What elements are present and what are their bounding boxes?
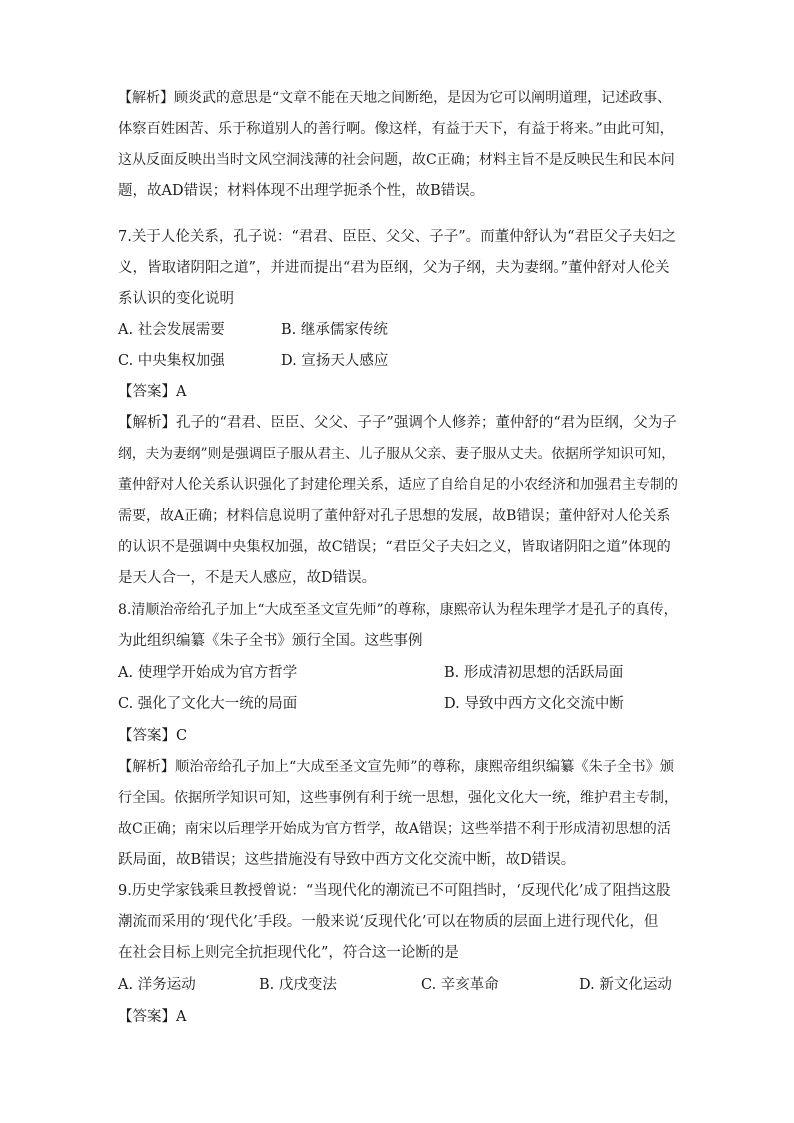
option-c: C. 强化了文化大一统的局面 bbox=[118, 696, 298, 712]
text-line: 行全国。依据所学知识可知，这些事例有利于统一思想，强化文化大一统，维护君主专制， bbox=[118, 790, 678, 806]
question-7-stem bbox=[118, 222, 678, 315]
text-line: 在社会目标上则完全抗拒现代化”，符合这一论断的是 bbox=[118, 945, 459, 961]
text-line: 体察百姓困苦、乐于称道别人的善行啊。像这样，有益于天下，有益于将来。”由此可知， bbox=[118, 121, 674, 137]
text-line: 纲，夫为妻纲”则是强调臣子服从君主、儿子服从父亲、妻子服从丈夫。依据所学知识可知， bbox=[118, 446, 676, 462]
text-line: 【解析】孔子的“君君、臣臣、父父、子子”强调个人修养；董仲舒的“君为臣纲，父为子 bbox=[118, 415, 677, 431]
text-line: 故C正确；南宋以后理学开始成为官方哲学，故A错误；这些举措不利于形成清初思想的活 bbox=[118, 821, 671, 837]
question-7-options-row-2 bbox=[118, 346, 678, 377]
text-line: 董仲舒对人伦关系认识强化了封建伦理关系，适应了自给自足的小农经济和加强君主专制的 bbox=[118, 477, 678, 493]
question-8-options-row-1 bbox=[118, 658, 678, 689]
option-d: D. 宣扬天人感应 bbox=[281, 353, 389, 369]
text-line: 9.历史学家钱乘旦教授曾说：“当现代化的潮流已不可阻挡时，‘反现代化’成了阻挡这股 bbox=[118, 883, 671, 899]
option-c: C. 辛亥革命 bbox=[421, 977, 499, 993]
option-d: D. 导致中西方文化交流中断 bbox=[444, 696, 624, 712]
option-b: B. 戊戌变法 bbox=[259, 977, 337, 993]
text-line: 跃局面，故B错误；这些措施没有导致中西方文化交流中断，故D错误。 bbox=[118, 852, 576, 868]
question-9-options-row bbox=[118, 970, 678, 1001]
answer-line: 【答案】C bbox=[118, 728, 188, 744]
question-9-stem bbox=[118, 876, 678, 969]
text-line: 7.关于人伦关系，孔子说：“君君、臣臣、父父、子子”。而董仲舒认为“君臣父子夫妇之 bbox=[118, 229, 677, 245]
text-line: 需要，故A正确；材料信息说明了董仲舒对孔子思想的发展，故B错误；董仲舒对人伦关系 bbox=[118, 508, 671, 524]
text-line: 这从反面反映出当时文风空洞浅薄的社会问题，故C正确；材料主旨不是反映民生和民本问 bbox=[118, 152, 675, 168]
question-9-answer bbox=[118, 1002, 678, 1033]
text-line: 的认识不是强调中央集权加强，故C错误；“君臣父子夫妇之义，皆取诸阴阳之道”体现的 bbox=[118, 539, 671, 555]
question-7-answer bbox=[118, 377, 678, 408]
question-8-answer bbox=[118, 721, 678, 752]
text-line: 是天人合一，不是天人感应，故D错误。 bbox=[118, 570, 377, 586]
text-line: 题，故AD错误；材料体现不出理学扼杀个性，故B错误。 bbox=[118, 183, 485, 199]
answer-line: 【答案】A bbox=[118, 384, 187, 400]
question-7-options-row-1 bbox=[118, 315, 678, 346]
question-7-explanation bbox=[118, 408, 678, 594]
option-d: D. 新文化运动 bbox=[579, 977, 672, 993]
question-8-options-row-2 bbox=[118, 689, 678, 720]
question-8-stem bbox=[118, 595, 678, 657]
option-b: B. 形成清初思想的活跃局面 bbox=[444, 665, 624, 681]
option-b: B. 继承儒家传统 bbox=[281, 322, 388, 338]
answer-line: 【答案】A bbox=[118, 1009, 187, 1025]
explanation-q6 bbox=[118, 83, 678, 207]
option-c: C. 中央集权加强 bbox=[118, 353, 225, 369]
text-line: 潮流而采用的‘现代化’手段。一般来说‘反现代化’可以在物质的层面上进行现代化，但 bbox=[118, 914, 659, 930]
text-line: 【解析】顺治帝给孔子加上“大成至圣文宣先师”的尊称，康熙帝组织编纂《朱子全书》颁 bbox=[118, 759, 675, 775]
text-line: 系认识的变化说明 bbox=[118, 291, 234, 307]
question-8-explanation bbox=[118, 752, 678, 876]
text-line: 8.清顺治帝给孔子加上“大成至圣文宣先师”的尊称，康熙帝认为程朱理学才是孔子的真传， bbox=[118, 602, 678, 618]
option-a: A. 社会发展需要 bbox=[118, 322, 225, 338]
option-a: A. 洋务运动 bbox=[118, 977, 196, 993]
text-line: 【解析】顾炎武的意思是“文章不能在天地之间断绝，是因为它可以阐明道理，记述政事、 bbox=[118, 90, 672, 106]
option-a: A. 使理学开始成为官方哲学 bbox=[118, 665, 298, 681]
text-line: 义，皆取诸阴阳之道”，并进而提出“君为臣纲，父为子纲，夫为妻纲。”董仲舒对人伦关 bbox=[118, 260, 670, 276]
text-line: 为此组织编纂《朱子全书》颁行全国。这些事例 bbox=[118, 633, 423, 649]
